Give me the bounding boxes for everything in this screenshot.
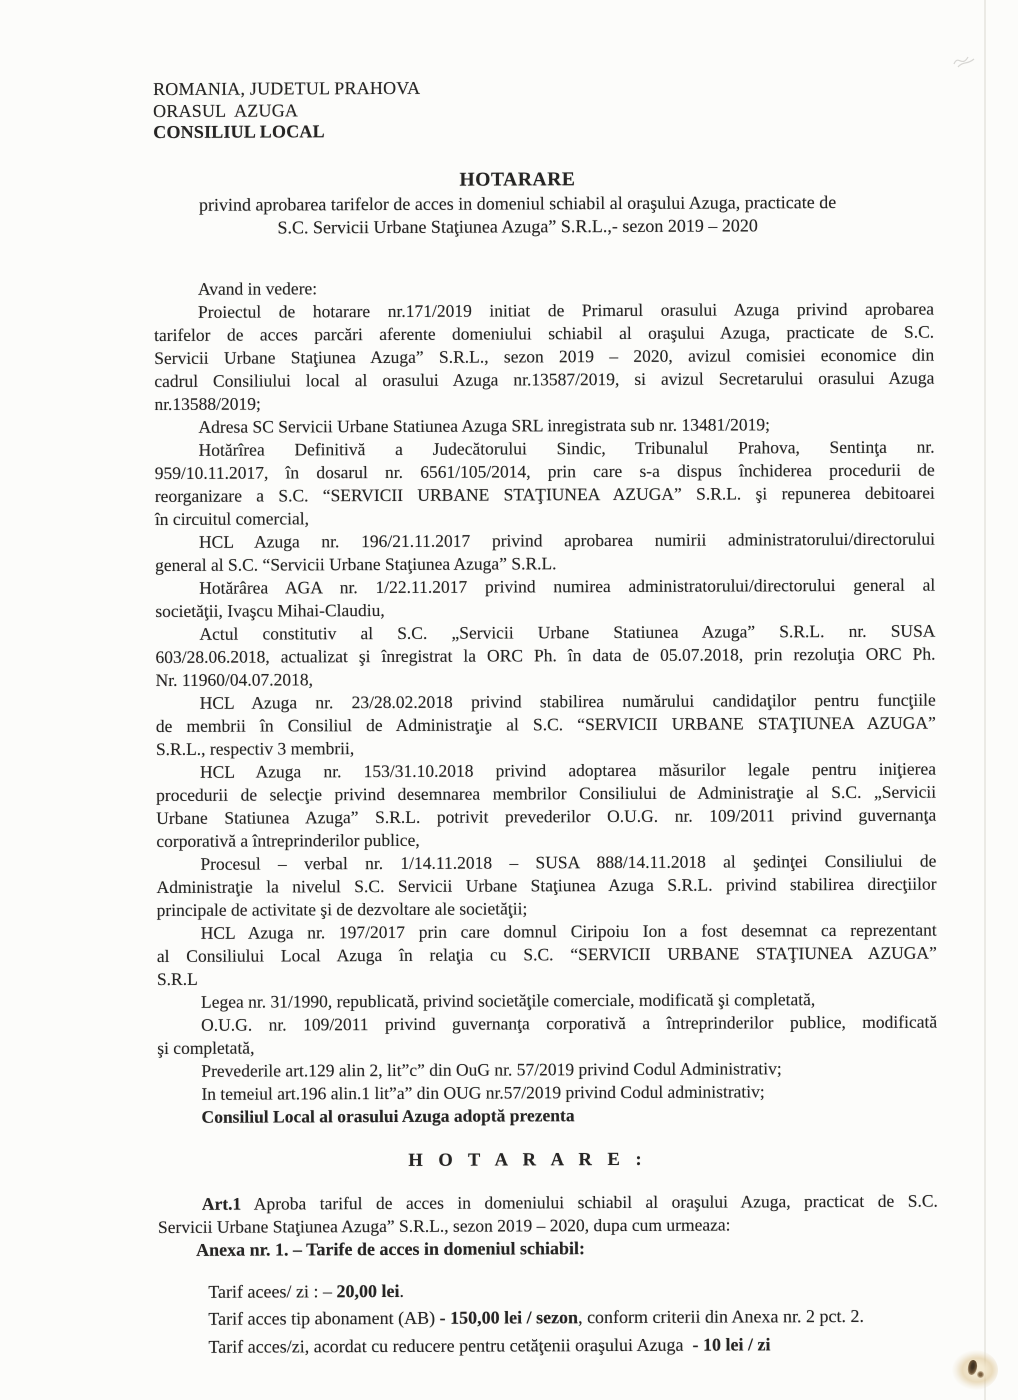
tariff-text: Tarif acces tip abonament (AB) (208, 1307, 440, 1329)
consideration-line: în circuitul comercial, (154, 507, 309, 529)
tariff-line-season-pass (158, 1303, 938, 1334)
consideration-line: de membrii în Consiliul de Administraţie al S.C. “SERVICII URBANE STAŢIUNEA AZUGA” (155, 712, 936, 736)
consideration-line: O.U.G. nr. 109/2011 privind guvernanţa corporativă a întreprinderilor publice, modificată (201, 1011, 938, 1035)
decision-heading: H O T A R A R E : (408, 1149, 648, 1171)
tariff-text: Tarif acces/zi, acordat cu reducere pentru cetăţenii oraşului Azuga (208, 1334, 693, 1357)
tariff-value: - 150,00 lei / sezon (439, 1307, 579, 1328)
consideration-line: Proiectul de hotarare nr.171/2019 initiat de Primarul orasului Azuga privind aprobarea (197, 298, 935, 322)
consideration-line: nr.13588/2019; (154, 393, 261, 414)
tariff-text: , conform criterii din Anexa nr. 2 pct. 2. (578, 1305, 865, 1328)
ink-smudge-spot (977, 1371, 984, 1378)
consideration-line: Hotărîrea Definitivă a Judecătorului Sindic, Tribunalul Prahova, Sentinţa nr. (198, 436, 935, 460)
consideration-paragraph (156, 757, 936, 852)
consideration-line: Hotărârea AGA nr. 1/22.11.2017 privind numirea administratorului/directorului general al (199, 574, 936, 598)
annex-heading: Anexa nr. 1. – Tarife de acces in domeniul schiabil: (196, 1237, 586, 1260)
consideration-line: corporativă a întreprinderilor publice, (156, 829, 420, 851)
article-1-line1 (158, 1189, 938, 1215)
consideration-line: HCL Azuga nr. 197/2017 prin care domnul Ciripoiu Ion a fost desemnat ca reprezentant (200, 919, 937, 943)
consideration-paragraph (154, 412, 934, 438)
document-content (153, 76, 939, 1361)
consideration-paragraph (157, 1056, 937, 1082)
scan-edge-line (984, 0, 986, 1400)
consideration-paragraph (157, 1010, 937, 1059)
consideration-paragraph (157, 1079, 937, 1105)
consideration-paragraph (155, 527, 935, 576)
consideration-line: Administraţie la nivelul S.C. Servicii Urbane Staţiunea Azuga S.R.L. privind stabilirea direcţiilor (156, 873, 937, 897)
article-1 (158, 1189, 938, 1261)
consideration-line: reorganizare a S.C. “SERVICII URBANE STAŢIUNEA AZUGA” S.R.L. şi repunerea debitoarei (154, 482, 935, 506)
consideration-paragraph (155, 619, 935, 691)
document-subtitle-line1: privind aprobarea tarifelor de acces in domeniul schiabil al oraşului Azuga, practicate de (198, 191, 837, 215)
pencil-mark-icon (950, 48, 980, 74)
consideration-line: Legea nr. 31/1990, republicată, privind societăţile comerciale, modificată şi completată, (200, 988, 816, 1012)
tariff-line-daily (158, 1275, 938, 1306)
ink-smudge (952, 1350, 998, 1390)
preamble-intro: Avand in vedere: (197, 277, 318, 299)
tariff-value: - 10 lei / zi (692, 1333, 771, 1355)
consideration-line: principale de activitate şi de dezvoltare ale societăţii; (156, 897, 528, 920)
article-1-line2: Servicii Urbane Staţiunea Azuga” S.R.L., sezon 2019 – 2020, dupa cum urmeaza: (157, 1213, 731, 1237)
consideration-line: general al S.C. “Servicii Urbane Staţiunea Azuga” S.R.L. (155, 552, 557, 575)
consideration-line: Servicii Urbane Staţiunea Azuga” S.R.L., sezon 2019 – 2020, avizul comisiei economice din (154, 344, 935, 368)
consideration-line: al Consiliului Local Azuga în relaţia cu S.C. “SERVICII URBANE STAŢIUNEA AZUGA” (156, 942, 937, 966)
consideration-line: Adresa SC Servicii Urbane Statiunea Azuga SRL inregistrata sub nr. 13481/2019; (198, 413, 770, 437)
tariff-list (158, 1275, 938, 1361)
consideration-paragraph (157, 918, 937, 990)
consideration-line: S.R.L., respectiv 3 membrii, (155, 737, 355, 759)
article-1-label: Art.1 (201, 1193, 242, 1214)
consideration-line: Actul constitutiv al S.C. „Servicii Urbane Statiunea Azuga” S.R.L. nr. SUSA (199, 620, 936, 644)
document-title: HOTARARE (459, 168, 576, 191)
consideration-paragraph (155, 573, 935, 622)
consideration-paragraph (157, 987, 937, 1013)
issuer-city-line: ORASUL AZUGA (153, 99, 299, 121)
consideration-line: Procesul – verbal nr. 1/14.11.2018 – SUSA 888/14.11.2018 al şedinţei Consiliului de (200, 850, 937, 874)
consideration-line: HCL Azuga nr. 196/21.11.2017 privind aprobarea numirii administratorului/directorului (198, 528, 936, 552)
consideration-line: şi completată, (157, 1037, 255, 1058)
consideration-paragraph (156, 849, 936, 921)
consideration-line: Prevederile art.129 alin 2, lit”c” din OuG nr. 57/2019 privind Codul Administrativ; (201, 1057, 782, 1081)
consideration-paragraph (155, 435, 935, 530)
consideration-line: 603/28.06.2018, actualizat şi înregistrat la ORC Ph. în data de 05.07.2018, prin rezoluţia ORC Ph. (155, 643, 936, 667)
tariff-value: 20,00 lei (336, 1280, 400, 1301)
consideration-line: societăţii, Ivaşcu Mihai-Claudiu, (155, 599, 385, 621)
adoption-line: Consiliul Local al orasului Azuga adoptă prezenta (201, 1104, 575, 1127)
consideration-line: cadrul Consiliului local al orasului Azuga nr.13587/2019, si avizul Secretarului orasului Azuga (154, 367, 935, 391)
consideration-line: Nr. 11960/04.07.2018, (155, 668, 314, 690)
title-block (127, 165, 907, 239)
consideration-line: In temeiul art.196 alin.1 lit”a” din OUG nr.57/2019 privind Codul administrativ; (201, 1080, 765, 1104)
tariff-text: Tarif acees/ zi : – (208, 1280, 337, 1302)
consideration-paragraph (154, 297, 934, 415)
tariff-text: . (399, 1280, 405, 1301)
consideration-line: tarifelor de acces parcări aferente domeniului schiabil al oraşului Azuga, practicate de S.C. (154, 321, 935, 345)
consideration-paragraph (156, 688, 936, 760)
consideration-line: Urbane Statiunea Azuga” S.R.L. potrivit prevederilor O.U.G. nr. 109/2011 privind guvernanţa (156, 804, 937, 828)
consideration-line: HCL Azuga nr. 153/31.10.2018 privind adoptarea măsurilor legale pentru iniţierea (199, 758, 937, 782)
issuer-country-line: ROMANIA, JUDETUL PRAHOVA (153, 77, 421, 99)
document-subtitle-line2: S.C. Servicii Urbane Staţiunea Azuga” S.R.L.,- sezon 2019 – 2020 (277, 214, 758, 237)
tariff-line-resident-discount (158, 1330, 938, 1361)
consideration-line: HCL Azuga nr. 23/28.02.2018 privind stabilirea numărului candidaţilor pentru funcţiile (199, 689, 936, 713)
article-1-text: Aproba tariful de acces in domeniului schiabil al oraşului Azuga, practicat de S.C. (241, 1190, 938, 1214)
consideration-line: 959/10.11.2017, în dosarul nr. 6561/105/2014, prin care s-a dispus închiderea procedurii de (154, 459, 935, 483)
consideration-line: procedurii de selecţie privind desemnarea membrilor Consiliului de Administraţie al S.C. „Servicii (156, 781, 937, 805)
issuer-council-line: CONSILIUL LOCAL (153, 121, 325, 142)
consideration-line: S.R.L (156, 968, 198, 989)
